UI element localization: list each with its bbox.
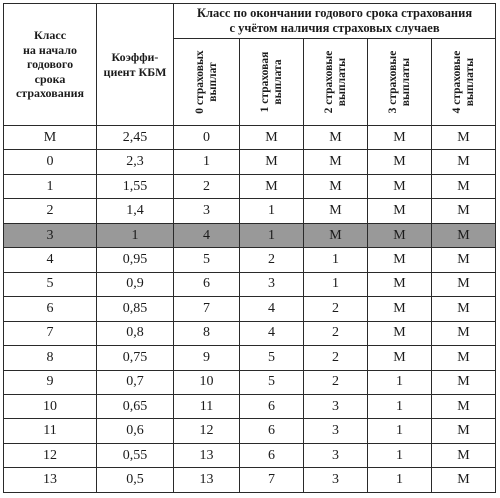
class-end-4-cell: М — [432, 272, 496, 296]
class-start-cell: 2 — [4, 199, 97, 223]
class-end-4-cell: М — [432, 199, 496, 223]
class-start-cell: 4 — [4, 248, 97, 272]
class-end-1-cell: 6 — [240, 443, 304, 467]
class-end-0-cell: 0 — [174, 126, 240, 150]
class-end-1-cell: 5 — [240, 346, 304, 370]
payouts-2-header-line: выплаты — [335, 57, 348, 107]
coefficient-cell: 0,95 — [97, 248, 174, 272]
kbm-table — [3, 3, 496, 493]
class-end-2-cell: М — [304, 150, 368, 174]
group-header-line: Класс по окончании годового срока страхования — [196, 6, 473, 20]
table-row — [4, 150, 496, 174]
class-end-4-cell: М — [432, 394, 496, 418]
class-end-0-cell: 9 — [174, 346, 240, 370]
table-row — [4, 346, 496, 370]
class-start-header-line: страхования — [15, 86, 85, 101]
table-row — [4, 370, 496, 394]
coefficient-header-line: Коэффи- — [111, 50, 159, 64]
coefficient-cell: 0,5 — [97, 468, 174, 493]
class-end-4-cell: М — [432, 248, 496, 272]
payouts-3-header-line: выплаты — [399, 57, 412, 107]
class-start-header-line: годового — [26, 57, 74, 72]
class-end-2-cell: 2 — [304, 297, 368, 321]
class-end-1-cell: 2 — [240, 248, 304, 272]
class-start-header-line: на начало — [23, 42, 77, 57]
class-end-3-cell: 1 — [368, 468, 432, 493]
coefficient-cell: 0,7 — [97, 370, 174, 394]
class-start-header-line: срока — [34, 71, 66, 86]
coefficient-cell: 1,4 — [97, 199, 174, 223]
class-end-0-cell: 12 — [174, 419, 240, 443]
class-start-cell: 7 — [4, 321, 97, 345]
class-end-1-cell: 3 — [240, 272, 304, 296]
class-end-4-cell: М — [432, 126, 496, 150]
payouts-3-header-line: 3 страховые — [386, 50, 399, 114]
table-row — [4, 174, 496, 198]
class-end-2-cell: 3 — [304, 419, 368, 443]
end-class-group-header — [174, 4, 496, 39]
class-end-4-cell: М — [432, 346, 496, 370]
class-end-0-cell: 13 — [174, 443, 240, 467]
class-end-3-cell: 1 — [368, 419, 432, 443]
table-row — [4, 321, 496, 345]
payouts-1-header-line: выплата — [271, 59, 284, 105]
class-end-3-cell: М — [368, 346, 432, 370]
coefficient-cell: 0,75 — [97, 346, 174, 370]
payouts-0-header-line: 0 страховых — [193, 50, 206, 114]
class-start-cell: 9 — [4, 370, 97, 394]
table-row — [4, 419, 496, 443]
class-end-4-cell: М — [432, 370, 496, 394]
class-end-0-cell: 2 — [174, 174, 240, 198]
class-end-2-cell: М — [304, 126, 368, 150]
class-end-0-cell: 1 — [174, 150, 240, 174]
class-end-3-cell: М — [368, 126, 432, 150]
class-end-0-cell: 11 — [174, 394, 240, 418]
coefficient-cell: 0,65 — [97, 394, 174, 418]
class-end-2-cell: 2 — [304, 321, 368, 345]
class-end-3-cell: М — [368, 272, 432, 296]
class-end-4-cell: М — [432, 419, 496, 443]
class-end-4-cell: М — [432, 443, 496, 467]
coefficient-cell: 1 — [97, 223, 174, 247]
class-end-2-cell: 1 — [304, 272, 368, 296]
payouts-2-header-line: 2 страховые — [322, 50, 335, 114]
class-end-2-cell: 2 — [304, 370, 368, 394]
class-end-0-cell: 8 — [174, 321, 240, 345]
class-end-3-cell: М — [368, 199, 432, 223]
coefficient-cell: 0,8 — [97, 321, 174, 345]
coefficient-header — [97, 4, 174, 126]
table-row — [4, 297, 496, 321]
coefficient-cell: 1,55 — [97, 174, 174, 198]
table-row — [4, 394, 496, 418]
class-end-1-cell: 6 — [240, 394, 304, 418]
class-end-1-cell: 4 — [240, 297, 304, 321]
payouts-4-header — [432, 39, 496, 126]
table-row — [4, 199, 496, 223]
class-end-3-cell: 1 — [368, 443, 432, 467]
class-start-cell: 12 — [4, 443, 97, 467]
coefficient-cell: 0,55 — [97, 443, 174, 467]
class-end-0-cell: 6 — [174, 272, 240, 296]
payouts-4-header-line: 4 страховые — [450, 50, 463, 114]
class-start-cell: 3 — [4, 223, 97, 247]
class-end-1-cell: М — [240, 126, 304, 150]
class-end-3-cell: М — [368, 297, 432, 321]
class-start-cell: 6 — [4, 297, 97, 321]
payouts-3-header — [368, 39, 432, 126]
class-end-0-cell: 4 — [174, 223, 240, 247]
class-end-4-cell: М — [432, 174, 496, 198]
payouts-1-header — [240, 39, 304, 126]
table-row — [4, 126, 496, 150]
payouts-1-header-line: 1 страховая — [258, 51, 271, 113]
class-end-1-cell: 4 — [240, 321, 304, 345]
table-row — [4, 468, 496, 493]
class-start-cell: М — [4, 126, 97, 150]
class-end-0-cell: 10 — [174, 370, 240, 394]
class-end-0-cell: 13 — [174, 468, 240, 493]
coefficient-header-line: циент КБМ — [103, 64, 167, 79]
class-end-2-cell: 3 — [304, 443, 368, 467]
coefficient-cell: 0,6 — [97, 419, 174, 443]
coefficient-cell: 2,45 — [97, 126, 174, 150]
class-end-2-cell: 3 — [304, 468, 368, 493]
class-end-1-cell: 6 — [240, 419, 304, 443]
class-end-2-cell: 2 — [304, 346, 368, 370]
payouts-2-header — [304, 39, 368, 126]
class-start-cell: 8 — [4, 346, 97, 370]
class-end-0-cell: 7 — [174, 297, 240, 321]
class-end-3-cell: М — [368, 248, 432, 272]
class-end-4-cell: М — [432, 297, 496, 321]
class-end-2-cell: 3 — [304, 394, 368, 418]
class-start-cell: 0 — [4, 150, 97, 174]
coefficient-cell: 2,3 — [97, 150, 174, 174]
class-end-2-cell: М — [304, 223, 368, 247]
class-start-header — [4, 4, 97, 126]
class-end-1-cell: М — [240, 174, 304, 198]
class-end-3-cell: М — [368, 150, 432, 174]
class-start-cell: 10 — [4, 394, 97, 418]
class-end-3-cell: М — [368, 174, 432, 198]
class-end-2-cell: М — [304, 199, 368, 223]
class-start-cell: 13 — [4, 468, 97, 493]
class-end-2-cell: М — [304, 174, 368, 198]
table-row — [4, 272, 496, 296]
class-end-3-cell: М — [368, 223, 432, 247]
class-end-1-cell: 1 — [240, 223, 304, 247]
group-header-line: с учётом наличия страховых случаев — [229, 21, 440, 35]
class-end-4-cell: М — [432, 321, 496, 345]
table-row — [4, 248, 496, 272]
class-start-cell: 11 — [4, 419, 97, 443]
class-end-1-cell: М — [240, 150, 304, 174]
class-end-0-cell: 5 — [174, 248, 240, 272]
coefficient-cell: 0,85 — [97, 297, 174, 321]
class-start-cell: 1 — [4, 174, 97, 198]
class-end-3-cell: М — [368, 321, 432, 345]
header-row-top — [4, 4, 496, 39]
payouts-0-header-line: выплат — [206, 62, 219, 102]
payouts-0-header — [174, 39, 240, 126]
coefficient-cell: 0,9 — [97, 272, 174, 296]
payouts-4-header-line: выплаты — [463, 57, 476, 107]
class-end-3-cell: 1 — [368, 370, 432, 394]
class-start-cell: 5 — [4, 272, 97, 296]
class-end-4-cell: М — [432, 150, 496, 174]
class-end-3-cell: 1 — [368, 394, 432, 418]
class-end-4-cell: М — [432, 468, 496, 493]
class-start-header-line: Класс — [33, 28, 67, 43]
table-row-highlighted — [4, 223, 496, 247]
class-end-0-cell: 3 — [174, 199, 240, 223]
class-end-1-cell: 1 — [240, 199, 304, 223]
class-end-4-cell: М — [432, 223, 496, 247]
table-row — [4, 443, 496, 467]
class-end-1-cell: 5 — [240, 370, 304, 394]
class-end-2-cell: 1 — [304, 248, 368, 272]
class-end-1-cell: 7 — [240, 468, 304, 493]
